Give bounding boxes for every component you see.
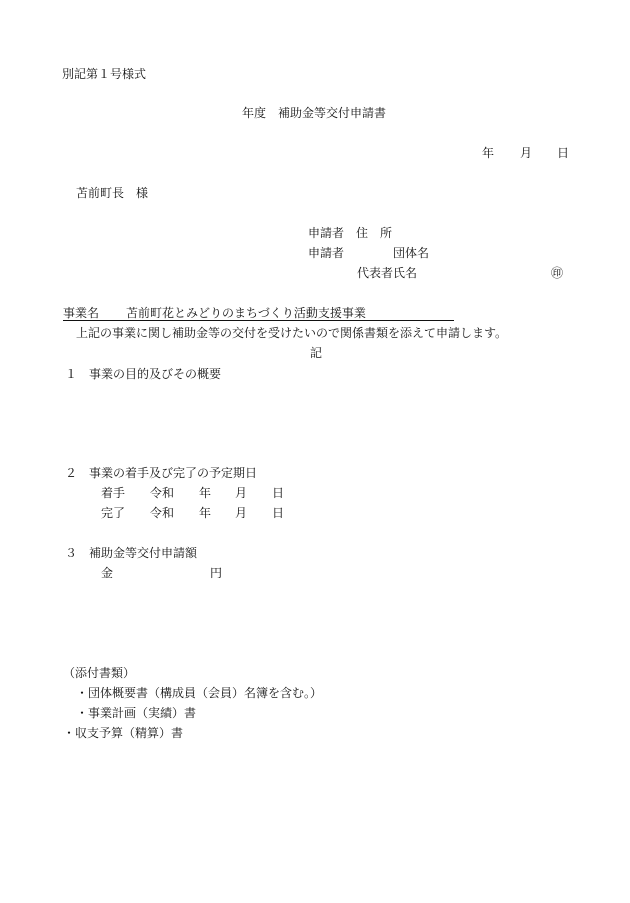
date-year: 年 <box>482 146 495 160</box>
project-underline <box>63 320 454 321</box>
start-day: 日 <box>272 486 285 500</box>
completion-month: 月 <box>235 506 248 520</box>
attachment-item: ・事業計画（実績）書 <box>76 706 197 720</box>
section-1-number: １ <box>65 367 78 381</box>
start-label: 着手 <box>101 486 126 500</box>
intro-sentence: 上記の事業に関し補助金等の交付を受けたいので関係書類を添えて申請します。 <box>76 326 508 340</box>
date-day: 日 <box>557 146 570 160</box>
group-name-label: 団体名 <box>393 246 430 260</box>
amount-kin: 金 <box>101 566 114 580</box>
date-month: 月 <box>520 146 533 160</box>
applicant-address-label: 申請者 住 所 <box>308 226 393 240</box>
representative-label: 代表者氏名 <box>357 266 418 280</box>
section-1-title: 事業の目的及びその概要 <box>89 367 222 381</box>
project-name: 苫前町花とみどりのまちづくり活動支援事業 <box>126 306 366 320</box>
start-month: 月 <box>235 486 248 500</box>
completion-era: 令和 <box>150 506 175 520</box>
attachments-heading: （添付書類） <box>63 666 136 680</box>
start-era: 令和 <box>150 486 175 500</box>
completion-day: 日 <box>272 506 285 520</box>
addressee: 苫前町長 様 <box>76 186 149 200</box>
section-3-title: 補助金等交付申請額 <box>89 546 198 560</box>
seal-mark: ㊞ <box>551 266 564 280</box>
section-2-number: ２ <box>65 466 78 480</box>
applicant-label: 申請者 <box>308 246 345 260</box>
start-year: 年 <box>199 486 212 500</box>
section-3-number: ３ <box>65 546 78 560</box>
form-number: 別記第１号様式 <box>62 67 147 81</box>
section-2-title: 事業の着手及び完了の予定期日 <box>89 466 258 480</box>
attachment-item: ・収支予算（精算）書 <box>63 726 184 740</box>
ki-heading: 記 <box>310 346 323 360</box>
project-label: 事業名 <box>63 306 100 320</box>
completion-year: 年 <box>199 506 212 520</box>
amount-yen: 円 <box>210 566 223 580</box>
form-title: 年度 補助金等交付申請書 <box>242 106 387 120</box>
completion-label: 完了 <box>101 506 126 520</box>
attachment-item: ・団体概要書（構成員（会員）名簿を含む。） <box>76 686 323 700</box>
